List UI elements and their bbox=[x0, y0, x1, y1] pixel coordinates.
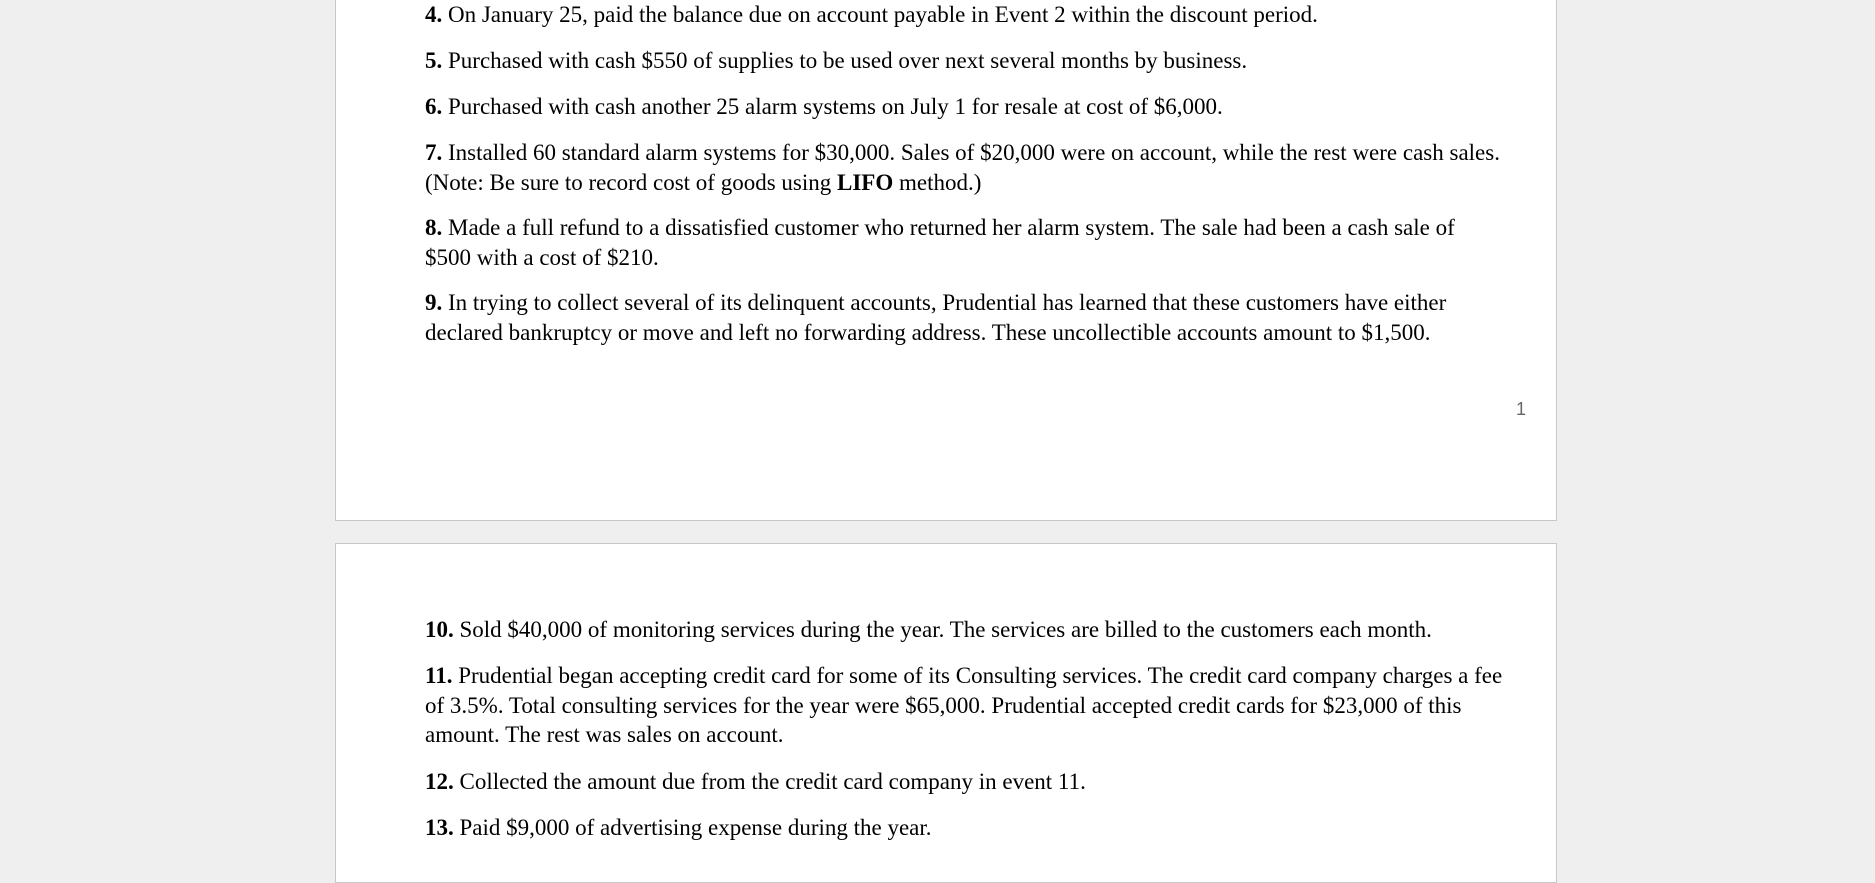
event-number: 7. bbox=[425, 140, 443, 165]
event-number: 12. bbox=[425, 769, 454, 794]
event-number: 13. bbox=[425, 815, 454, 840]
event-number: 6. bbox=[425, 94, 443, 119]
event-text: In trying to collect several of its delinquent accounts, Prudential has learned that these customers have either declared bankruptcy or move and left no forwarding address. These uncollectible accounts amount to $1,500. bbox=[425, 290, 1447, 345]
event-8-paragraph bbox=[425, 213, 1505, 272]
event-number: 5. bbox=[425, 48, 443, 73]
event-10-paragraph bbox=[425, 615, 1505, 645]
event-text: Purchased with cash another 25 alarm systems on July 1 for resale at cost of $6,000. bbox=[448, 94, 1223, 119]
lifo-term: LIFO bbox=[837, 169, 894, 195]
event-text: Sold $40,000 of monitoring services during the year. The services are billed to the customers each month. bbox=[459, 617, 1432, 642]
event-13-paragraph bbox=[425, 813, 1505, 843]
event-text: Made a full refund to a dissatisfied customer who returned her alarm system. The sale had been a cash sale of $500 with a cost of $210. bbox=[425, 215, 1455, 270]
event-text: Paid $9,000 of advertising expense during the year. bbox=[459, 815, 932, 840]
event-text: On January 25, paid the balance due on account payable in Event 2 within the discount period. bbox=[448, 2, 1318, 27]
event-4-paragraph bbox=[425, 0, 1505, 30]
event-text: Purchased with cash $550 of supplies to be used over next several months by business. bbox=[448, 48, 1248, 73]
event-6-paragraph bbox=[425, 92, 1505, 122]
event-11-paragraph bbox=[425, 661, 1505, 750]
event-text: Installed 60 standard alarm systems for $30,000. Sales of $20,000 were on account, while the rest were cash sales. (Note: Be sure to record cost of goods using bbox=[425, 140, 1500, 195]
document-page-1 bbox=[335, 0, 1557, 521]
event-text: Collected the amount due from the credit card company in event 11. bbox=[459, 769, 1086, 794]
event-5-paragraph bbox=[425, 46, 1505, 76]
document-page-2 bbox=[335, 543, 1557, 883]
event-number: 8. bbox=[425, 215, 443, 240]
event-9-paragraph bbox=[425, 288, 1505, 347]
event-number: 4. bbox=[425, 2, 443, 27]
event-number: 11. bbox=[425, 663, 453, 688]
page-number: 1 bbox=[1515, 399, 1526, 419]
event-12-paragraph bbox=[425, 767, 1505, 797]
event-text-continued: method.) bbox=[899, 169, 982, 195]
event-number: 10. bbox=[425, 617, 454, 642]
event-number: 9. bbox=[425, 290, 443, 315]
event-7-paragraph bbox=[425, 138, 1505, 197]
event-text: Prudential began accepting credit card for some of its Consulting services. The credit card company charges a fee of 3.5%. Total consulting services for the year were $65,000. Prudential accepted credit cards for $23,000 of this amount. The rest was sales on account. bbox=[425, 663, 1503, 747]
